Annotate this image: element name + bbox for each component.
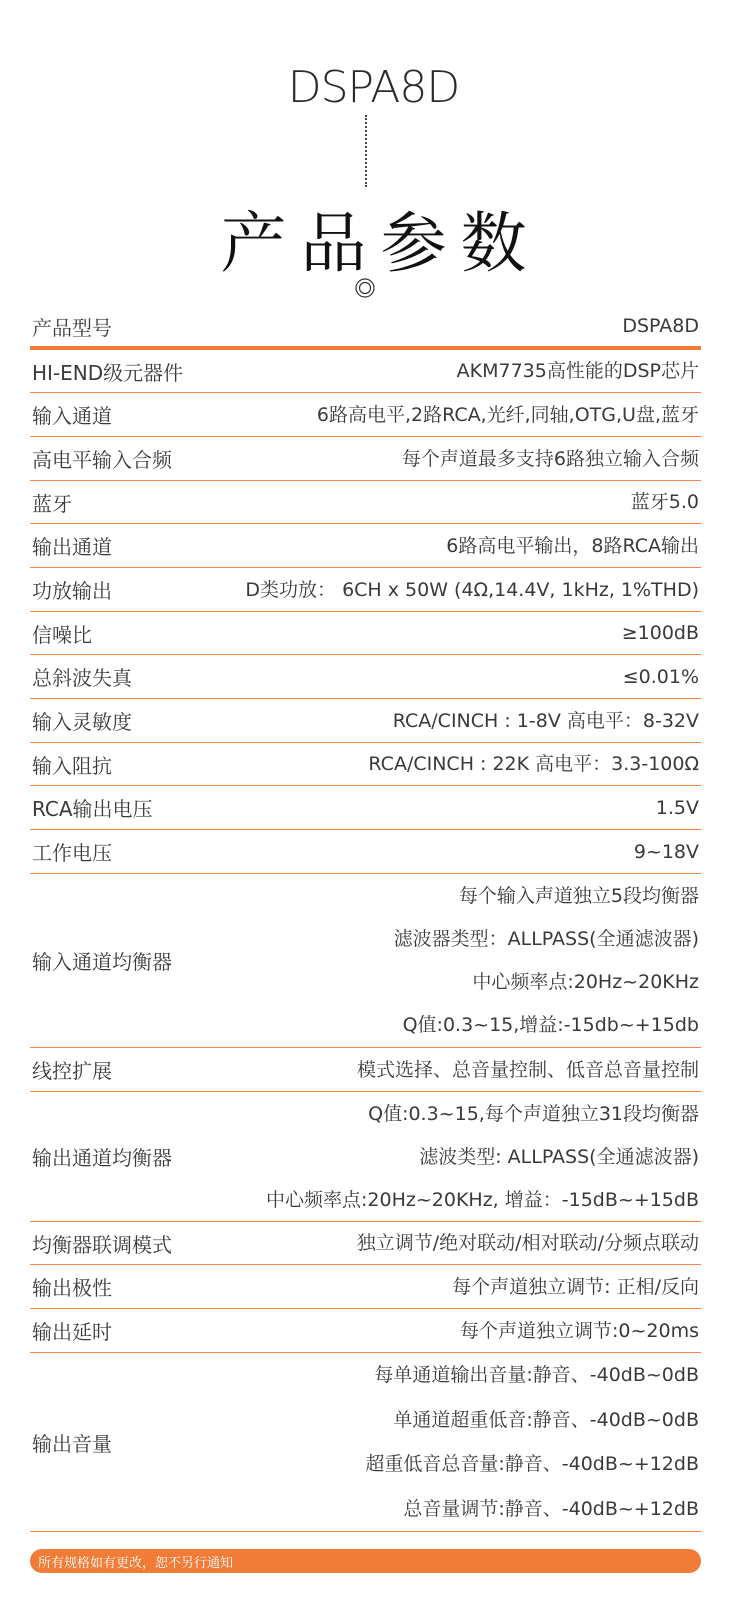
- spec-values: [656, 786, 699, 829]
- spec-value: RCA/CINCH : 22K 高电平：3.3-100Ω: [368, 753, 699, 775]
- spec-values: [622, 612, 699, 654]
- model-heading: DSPA8D: [287, 62, 460, 113]
- spec-row: [30, 874, 701, 1048]
- spec-value: 1.5V: [655, 796, 699, 819]
- spec-label: 功放输出: [32, 579, 112, 603]
- spec-label: 高电平输入合频: [32, 448, 172, 472]
- spec-label: HI-END级元器件: [32, 360, 184, 385]
- spec-label: 输出通道均衡器: [32, 1146, 172, 1170]
- spec-values: [634, 830, 699, 873]
- spec-values: [394, 874, 699, 1047]
- spec-values: [245, 568, 699, 611]
- spec-row: [30, 524, 701, 568]
- spec-values: [266, 1092, 699, 1221]
- spec-value: 中心频率点:20Hz~20KHz: [472, 971, 699, 994]
- spec-value: 每个声道独立调节:0~20ms: [460, 1319, 699, 1342]
- spec-value: 每个声道最多支持6路独立输入合频: [401, 447, 699, 470]
- spec-row: [30, 437, 701, 481]
- spec-value: 每个输入声道独立5段均衡器: [458, 884, 699, 907]
- spec-value: 超重低音总音量:静音、-40dB~+12dB: [365, 1453, 699, 1476]
- spec-label: 工作电压: [32, 841, 112, 865]
- spec-row: [30, 1222, 701, 1265]
- spec-values: [365, 1353, 699, 1531]
- spec-value: AKM7735高性能的DSP芯片: [456, 360, 699, 382]
- spec-values: [631, 481, 699, 523]
- spec-label: 输入阻抗: [32, 753, 112, 778]
- spec-row: [30, 481, 701, 524]
- spec-value: 滤波器类型：ALLPASS(全通滤波器): [393, 927, 699, 950]
- spec-label: 输入通道: [32, 404, 112, 428]
- spec-row: [30, 393, 701, 437]
- spec-values: [317, 393, 699, 436]
- spec-value: 模式选择、总音量控制、低音总音量控制: [356, 1058, 699, 1081]
- spec-value: Q值:0.3~15,每个声道独立31段均衡器: [368, 1102, 699, 1125]
- spec-values: [368, 743, 699, 785]
- spec-value: 每单通道输出音量:静音、-40dB~0dB: [374, 1364, 699, 1387]
- spec-label: 蓝牙: [32, 491, 72, 516]
- spec-label: 输出音量: [32, 1431, 112, 1456]
- spec-row: [30, 699, 701, 743]
- spec-table: [30, 306, 701, 1532]
- spec-values: [393, 699, 699, 742]
- spec-value: 独立调节/绝对联动/相对联动/分频点联动: [356, 1232, 699, 1254]
- spec-label: 输出延时: [32, 1320, 112, 1344]
- spec-label: 输出极性: [32, 1276, 112, 1300]
- spec-label: RCA输出电压: [32, 797, 153, 821]
- spec-label: 输入灵敏度: [32, 710, 132, 734]
- spec-label: 信噪比: [32, 622, 92, 647]
- spec-value: 滤波类型: ALLPASS(全通滤波器): [419, 1145, 699, 1168]
- page-title: 产品参数: [220, 205, 541, 282]
- spec-label: 总斜波失真: [32, 666, 132, 690]
- spec-value: 6路高电平,2路RCA,光纤,同轴,OTG,U盘,蓝牙: [316, 403, 699, 426]
- spec-label: 输入通道均衡器: [32, 950, 172, 974]
- spec-row: [30, 655, 701, 699]
- spec-value: 中心频率点:20Hz~20KHz, 增益：-15dB~+15dB: [266, 1188, 699, 1211]
- spec-value: 总音量调节:静音、-40dB~+12dB: [403, 1497, 699, 1520]
- spec-row: [30, 306, 701, 350]
- spec-value: ≥100dB: [621, 622, 699, 644]
- dotted-divider: [365, 115, 367, 187]
- spec-value: D类功放： 6CH x 50W (4Ω,14.4V, 1kHz, 1%THD): [245, 578, 699, 601]
- spec-values: [357, 1048, 699, 1091]
- spec-values: [446, 524, 699, 567]
- spec-value: 每个声道独立调节: 正相/反向: [452, 1275, 699, 1298]
- spec-values: [357, 1222, 699, 1264]
- footer-bar: [30, 1549, 701, 1573]
- spec-values: [622, 306, 699, 346]
- spec-row: [30, 612, 701, 655]
- spec-row: [30, 830, 701, 874]
- spec-row: [30, 1353, 701, 1532]
- spec-value: 9~18V: [633, 840, 699, 863]
- spec-row: [30, 786, 701, 830]
- spec-row: [30, 350, 701, 393]
- spec-label: 线控扩展: [32, 1059, 112, 1083]
- spec-value: DSPA8D: [622, 315, 699, 337]
- spec-row: [30, 568, 701, 612]
- spec-value: 蓝牙5.0: [630, 491, 699, 513]
- spec-row: [30, 1265, 701, 1309]
- footer-note: 所有规格如有更改，恕不另行通知: [38, 1555, 234, 1571]
- spec-label: 产品型号: [32, 315, 112, 340]
- spec-row: [30, 1309, 701, 1353]
- spec-value: 6路高电平输出，8路RCA输出: [446, 534, 699, 557]
- spec-value: 单通道超重低音:静音、-40dB~0dB: [393, 1408, 699, 1431]
- spec-values: [402, 437, 699, 480]
- spec-values: [457, 350, 699, 392]
- spec-values: [623, 655, 699, 698]
- spec-label: 均衡器联调模式: [32, 1232, 172, 1257]
- spec-value: Q值:0.3~15,增益:-15db~+15db: [402, 1014, 699, 1037]
- spec-values: [460, 1309, 699, 1352]
- spec-label: 输出通道: [32, 535, 112, 559]
- spec-value: ≤0.01%: [622, 665, 699, 688]
- spec-row: [30, 743, 701, 786]
- spec-values: [452, 1265, 699, 1308]
- spec-value: RCA/CINCH : 1-8V 高电平：8-32V: [392, 709, 699, 732]
- target-circle-icon: [355, 278, 375, 298]
- spec-row: [30, 1092, 701, 1222]
- spec-row: [30, 1048, 701, 1092]
